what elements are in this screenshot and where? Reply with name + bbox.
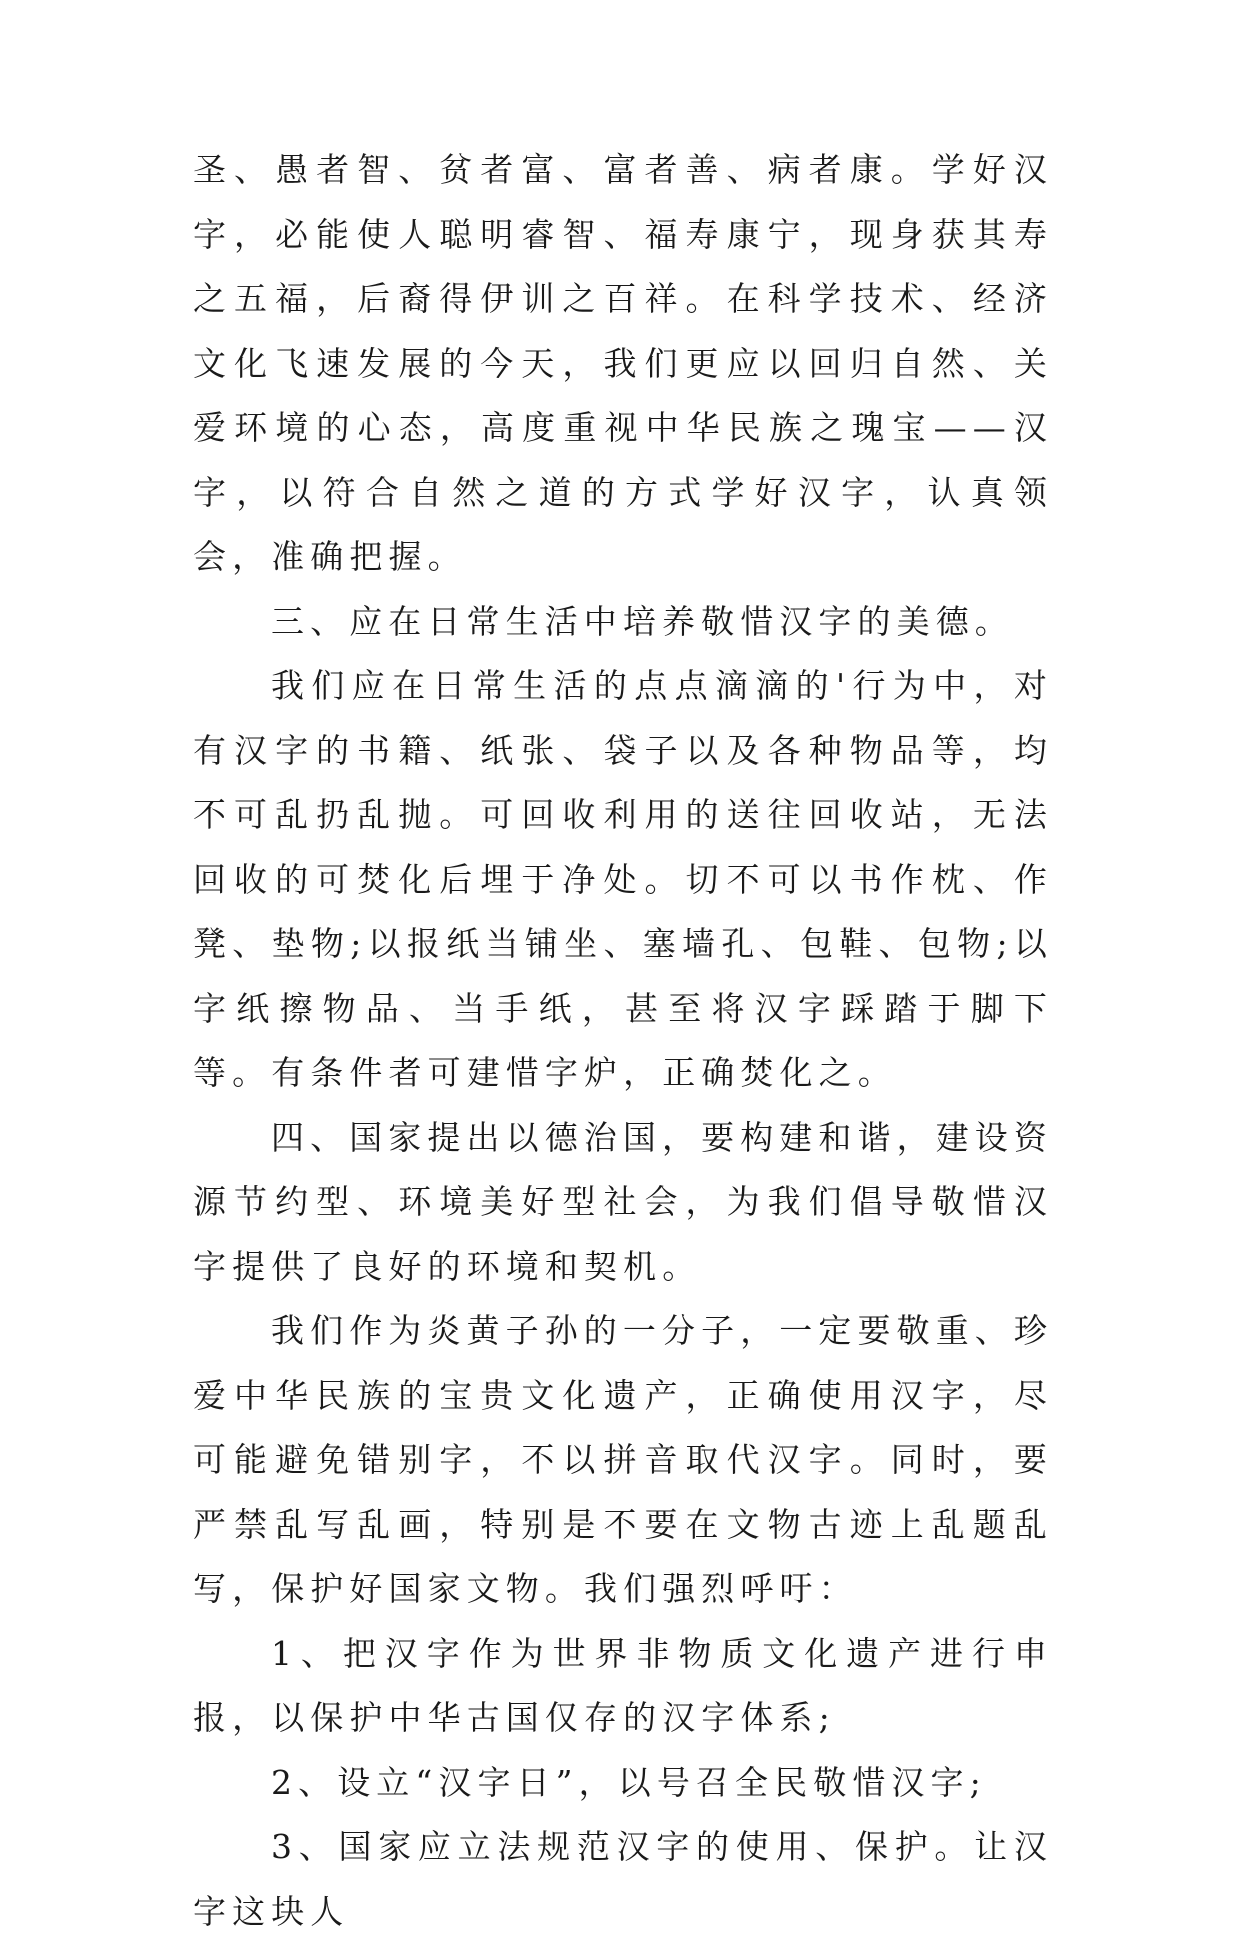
paragraph: 我们应在日常生活的点点滴滴的'行为中，对有汉字的书籍、纸张、袋子以及各种物品等，均不可乱扔乱抛。可回收利用的送往回收站，无法回收的可焚化后埋于净处。切不可以书作枕、作凳、垫物;以报纸当铺坐、塞墙孔、包鞋、包物;以字纸擦物品、当手纸，甚至将汉字踩踏于脚下等。有条件者可建惜字炉，正确焚化之。 [193,666,1053,1092]
list-item: 2、设立“汉字日”，以号召全民敬惜汉字; [271,1762,987,1802]
list-item: 1、把汉字作为世界非物质文化遗产进行申报，以保护中华古国仅存的汉字体系; [193,1633,1053,1737]
list-item: 3、国家应立法规范汉字的使用、保护。让汉字这块人 [193,1827,1053,1931]
paragraph: 我们作为炎黄子孙的一分子，一定要敬重、珍爱中华民族的宝贵文化遗产，正确使用汉字，尽可能避免错别字，不以拼音取代汉字。同时，要严禁乱写乱画，特别是不要在文物古迹上乱题乱写，保护好国家文物。我们强烈呼吁： [193,1311,1053,1608]
paragraph: 圣、愚者智、贫者富、富者善、病者康。学好汉字，必能使人聪明睿智、福寿康宁，现身获其寿之五福，后裔得伊训之百祥。在科学技术、经济文化飞速发展的今天，我们更应以回归自然、关爱环境的心态，高度重视中华民族之瑰宝——汉字，以符合自然之道的方式学好汉字，认真领会，准确把握。 [193,150,1053,576]
section-heading: 三、应在日常生活中培养敬惜汉字的美德。 [271,601,1014,641]
section-heading: 四、国家提出以德治国，要构建和谐，建设资源节约型、环境美好型社会，为我们倡导敬惜汉字提供了良好的环境和契机。 [193,1117,1053,1286]
document-body [193,138,1053,1944]
